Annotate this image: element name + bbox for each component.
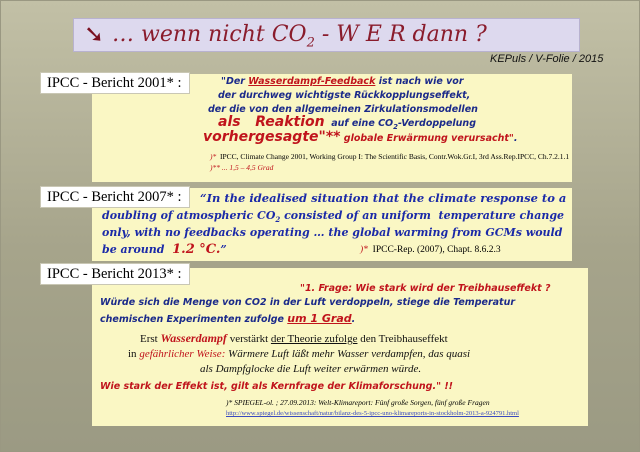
ref-2001-footnote: )** ... 1,5 – 4,5 Grad [210, 163, 274, 172]
quote-2001-line-4: als Reaktion auf eine $CO_2$-Verdoppelung [218, 114, 476, 131]
quote-2013-line-1: "1. Frage: Wie stark wird der Treibhauseffekt ? [300, 283, 551, 294]
quote-2007-line-4: be around 1.2 °C.” [102, 242, 227, 257]
ref-2001 [210, 152, 569, 161]
ref-2013-mark: )* [226, 398, 233, 407]
label-2013: IPCC - Bericht 2013* : [40, 263, 190, 285]
ref-2007-mark: )* [360, 245, 368, 255]
quote-2001-line-5: vorhergesagte"** globale Erwärmung verursacht". [203, 129, 518, 145]
quote-2013-line-5: in gefährlicher Weise: Wärmere Luft läßt mehr Wasser verdampfen, das quasi [128, 348, 471, 360]
quote-2007-line-2: doubling of atmospheric $CO_2$ consisted of an uniform temperature change [102, 209, 565, 225]
quote-2013-line-2: Würde sich die Menge von CO2 in der Luft verdoppeln, stiege die Temperatur [100, 297, 516, 308]
title-sub: 2 [306, 35, 315, 51]
ref-2013 [226, 398, 490, 407]
ref-2013-text: SPIEGEL-ol. ; 27.09.2013: Welt-Klimareport: Fünf große Sorgen, fünf große Fragen [234, 398, 490, 407]
quote-2013-line-7: Wie stark der Effekt ist, gilt als Kernfrage der Klimaforschung." !! [100, 381, 453, 392]
label-2007: IPCC - Bericht 2007* : [40, 186, 190, 208]
ref-2013-link[interactable]: http://www.spiegel.de/wissenschaft/natur/bilanz-des-5-ipcc-uno-klimareports-in-stockholm-2013-a-924791.html [226, 410, 519, 417]
title-suffix: - W E R dann ? [314, 22, 487, 47]
title-prefix: … wenn nicht CO [112, 22, 307, 47]
ref-2007-text: IPCC-Rep. (2007), Chapt. 8.6.2.3 [372, 245, 501, 255]
quote-2013-line-3: chemischen Experimenten zufolge um 1 Grad. [100, 312, 356, 325]
quote-2007-line-1: “In the idealised situation that the climate response to a [200, 191, 567, 205]
quote-2001-line-1: "Der Wasserdampf-Feedback ist nach wie vor [221, 76, 464, 87]
arrow-down-right-icon: ➘ [84, 20, 105, 48]
quote-2007-line-3: only, with no feedbacks operating … the global warming from GCMs would [102, 226, 563, 239]
label-2001: IPCC - Bericht 2001* : [40, 72, 190, 94]
slide-title [112, 22, 487, 50]
credit: KEPuls / V-Folie / 2015 [490, 53, 604, 65]
ref-2007 [360, 245, 501, 255]
quote-2013-line-6: als Dampfglocke die Luft weiter erwärmen würde. [200, 363, 422, 375]
quote-2001-line-2: der durchweg wichtigste Rückkopplungseffekt, [218, 90, 471, 101]
quote-2013-line-4: Erst Wasserdampf verstärkt der Theorie zufolge den Treibhauseffekt [140, 331, 448, 345]
quote-2001-line-3: der die von den allgemeinen Zirkulationsmodellen [208, 104, 478, 115]
ref-2001-mark: )* [210, 152, 217, 161]
ref-2001-text: IPCC, Climate Change 2001, Working Group I: The Scientific Basis, Contr.Wok.Gr.I, 3rd Ass.Rep.IPCC, Ch.7.2.1.1 [220, 152, 570, 161]
